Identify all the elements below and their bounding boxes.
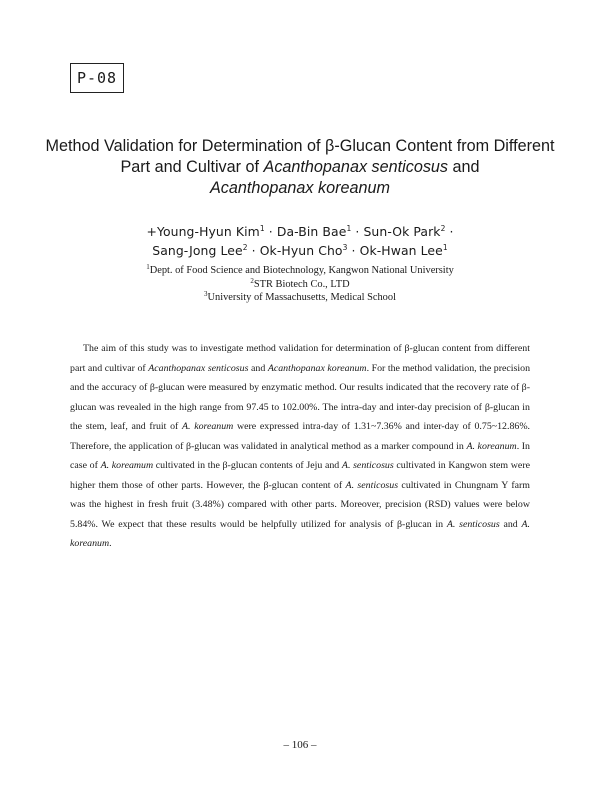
abstract-paragraph: The aim of this study was to investigate method validation for determination of β-glucan content from different part and cultivar of Acanthopanax senticosus and Acanthopanax koreanum. For the method validation, the precision and the accuracy of β-glucan were measured by enzymatic method. Our results indicated that the recovery rate of β-glucan was revealed in the high range from 97.45 to 102.00%. The intra-day and inter-day precision of β-glucan in the stem, leaf, and fruit of A. koreanum were expressed intra-day of 1.31~7.36% and inter-day of 0.75~12.86%. Therefore, the application of β-glucan was validated in analytical method as a marker compound in A. koreanum. In case of A. koreamum cultivated in the β-glucan contents of Jeju and A. senticosus cultivated in Kangwon stem were higher them those of other parts. However, the β-glucan content of A. senticosus cultivated in Chungnam Y farm was the highest in fresh fruit (3.48%) compared with other parts. Moreover, precision (RSD) values were below 5.84%. We expect that these results would be helpfully utilized for analysis of β-glucan in A. senticosus and A. koreanum. (70, 343, 531, 550)
affiliation: $^1$Dept. of Food Science and Biotechnology, Kangwon National University (146, 263, 454, 276)
affiliation: $^3$University of Massachusetts, Medical School (204, 290, 396, 304)
author: Sang-Jong Lee$^2$ · (152, 243, 260, 258)
poster-id-box: P-08 (70, 63, 124, 93)
author: +Young-Hyun Kim$^1$ · (146, 224, 277, 239)
title-conjunction: and (448, 158, 480, 176)
page-number: – 106 – (283, 739, 317, 751)
affiliation-list (40, 264, 560, 305)
author: Ok-Hwan Lee$^1$ (359, 243, 448, 258)
author-list (40, 222, 560, 260)
title-species-1: Acanthopanax senticosus (263, 158, 449, 176)
paper-title (40, 136, 560, 199)
author: Da-Bin Bae$^1$ · (276, 224, 364, 239)
title-text: Method Validation for Determination of β-Glucan Content from Different Part and Cultivar of (45, 137, 555, 176)
author: Sun-Ok Park$^2$ · (363, 224, 454, 239)
title-species-2: Acanthopanax koreanum (210, 179, 390, 197)
affiliation: $^2$STR Biotech Co., LTD (250, 276, 350, 290)
author: Ok-Hyun Cho$^3$ · (259, 243, 360, 258)
